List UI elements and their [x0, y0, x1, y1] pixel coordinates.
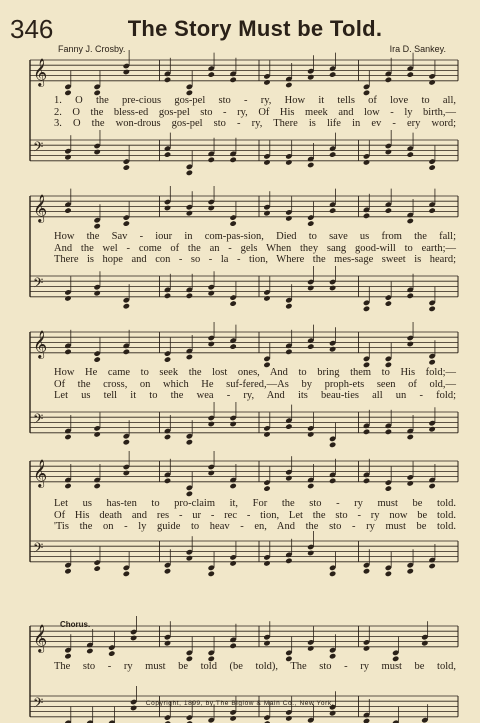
lyric-line: There is hope and con - so - la - tion, Where the mes-sage sweet is heard; — [54, 254, 456, 265]
treble-clef-icon: 𝄞 — [33, 194, 48, 222]
bass-clef-icon: 𝄢 — [33, 275, 44, 294]
words-credit: Fanny J. Crosby. — [58, 44, 126, 54]
lyric-line: And the wel - come of the an - gels When they sang good-will to earth;— — [54, 242, 456, 254]
lyric-line: 3. O the won-drous gos-pel sto - ry, There is life in ev - ery word; — [54, 118, 456, 129]
treble-clef-icon: 𝄞 — [33, 330, 48, 358]
treble-clef-icon: 𝄞 — [33, 58, 48, 86]
lyric-line: Let us has-ten to pro-claim it, For the sto - ry must be told. — [54, 498, 456, 509]
lyric-line: Of the cross, on which He suf-fered,—As by proph-ets seen of old,— — [54, 378, 456, 390]
lyric-line: How He came to seek the lost ones, And to bring them to His fold;— — [54, 367, 456, 378]
music-credit: Ira D. Sankey. — [389, 44, 446, 54]
copyright-notice: Copyright, 1899, by The Biglow & Main Co., New York. — [145, 700, 335, 707]
lyric-line: Of His death and res - ur - rec - tion, Let the sto - ry now be told. — [54, 509, 456, 521]
chorus-label: Chorus. — [60, 620, 91, 629]
lyric-line: How the Sav - iour in com-pas-sion, Died to save us from the fall; — [54, 231, 456, 242]
lyric-line: The sto - ry must be told (be told), The sto - ry must be told, — [54, 661, 456, 672]
lyric-line: 'Tis the on - ly guide to heav - en, And the sto - ry must be told. — [54, 521, 456, 532]
bass-clef-icon: 𝄢 — [33, 695, 44, 714]
bass-clef-icon: 𝄢 — [33, 540, 44, 559]
hymn-title: The Story Must be Told. — [127, 16, 383, 41]
treble-clef-icon: 𝄞 — [33, 459, 48, 487]
lyric-line: 1. O the pre-cious gos-pel sto - ry, How it tells of love to all, — [54, 95, 456, 106]
lyric-line: Let us tell it to the wea - ry, And its beau-ties all un - fold; — [54, 390, 456, 401]
bass-clef-icon: 𝄢 — [33, 139, 44, 158]
hymn-number: 346 — [10, 14, 54, 44]
lyric-line: 2. O the bless-ed gos-pel sto - ry, Of His meek and low - ly birth,— — [54, 106, 456, 118]
treble-clef-icon: 𝄞 — [33, 624, 48, 652]
bass-clef-icon: 𝄢 — [33, 411, 44, 430]
